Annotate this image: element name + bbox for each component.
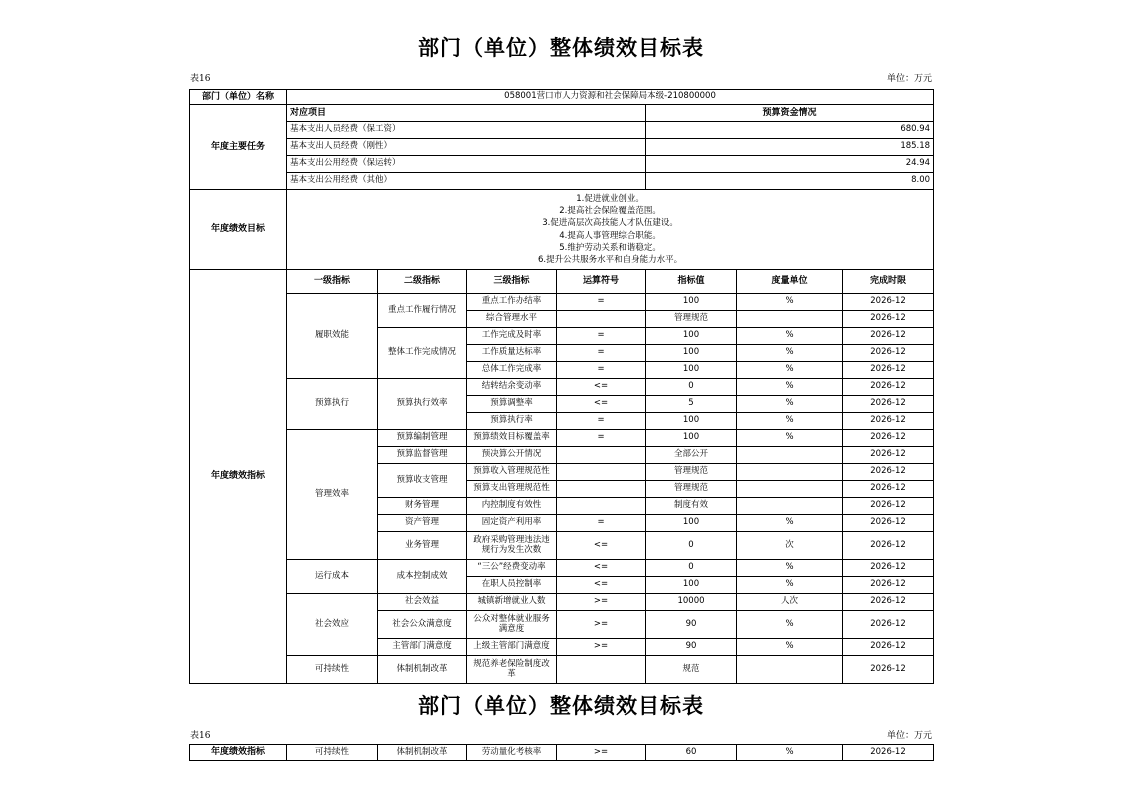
- task-row: [190, 173, 934, 190]
- task-row: [190, 139, 934, 156]
- deadline-cell: 2026-12: [843, 656, 934, 684]
- task-name: 基本支出公用经费（保运转）: [287, 156, 646, 173]
- value-cell: 10000: [646, 594, 737, 611]
- op-cell: [557, 481, 646, 498]
- tasks-header-row: [190, 105, 934, 122]
- deadline-cell: 2026-12: [843, 464, 934, 481]
- unit-cell: [737, 447, 843, 464]
- l2-cell: 成本控制成效: [378, 560, 467, 594]
- l2-cell: 财务管理: [378, 498, 467, 515]
- deadline-cell: 2026-12: [843, 498, 934, 515]
- l3-cell: 内控制度有效性: [467, 498, 557, 515]
- goals-label: 年度绩效目标: [190, 190, 287, 270]
- l1-cell: 社会效应: [287, 594, 378, 656]
- op-cell: >=: [557, 745, 646, 761]
- deadline-cell: 2026-12: [843, 745, 934, 761]
- task-name: 基本支出人员经费（刚性）: [287, 139, 646, 156]
- goal-line: 2.提高社会保险覆盖范围。: [559, 205, 661, 216]
- op-cell: [557, 464, 646, 481]
- unit-cell: %: [737, 294, 843, 311]
- task-amount: 185.18: [646, 139, 934, 156]
- op-cell: <=: [557, 532, 646, 560]
- value-cell: 管理规范: [646, 481, 737, 498]
- deadline-cell: 2026-12: [843, 532, 934, 560]
- header-unit: 度量单位: [737, 270, 843, 294]
- op-cell: <=: [557, 396, 646, 413]
- op-cell: <=: [557, 560, 646, 577]
- l1-cell: 运行成本: [287, 560, 378, 594]
- dept-label: 部门（单位）名称: [190, 90, 287, 105]
- deadline-cell: 2026-12: [843, 447, 934, 464]
- performance-table: [189, 89, 934, 684]
- unit-cell: %: [737, 328, 843, 345]
- indicator-row: [190, 745, 934, 761]
- l3-cell: 预算支出管理规范性: [467, 481, 557, 498]
- value-cell: 100: [646, 430, 737, 447]
- value-cell: 制度有效: [646, 498, 737, 515]
- l3-cell: 政府采购管理违法违规行为发生次数: [467, 532, 557, 560]
- value-cell: 0: [646, 560, 737, 577]
- op-cell: =: [557, 430, 646, 447]
- goal-line: 5.维护劳动关系和谐稳定。: [559, 242, 661, 253]
- unit-cell: %: [737, 362, 843, 379]
- value-cell: 100: [646, 328, 737, 345]
- l3-cell: 工作质量达标率: [467, 345, 557, 362]
- l2-cell: 整体工作完成情况: [378, 328, 467, 379]
- task-amount: 8.00: [646, 173, 934, 190]
- task-name: 基本支出人员经费（保工资）: [287, 122, 646, 139]
- dept-value: 058001营口市人力资源和社会保障局本级-210800000: [287, 90, 934, 105]
- value-cell: 100: [646, 362, 737, 379]
- value-cell: 90: [646, 639, 737, 656]
- l1-cell: 可持续性: [287, 656, 378, 684]
- l2-cell: 预算监督管理: [378, 447, 467, 464]
- value-cell: 规范: [646, 656, 737, 684]
- unit-cell: [737, 311, 843, 328]
- goal-line: 6.提升公共服务水平和自身能力水平。: [537, 255, 683, 266]
- deadline-cell: 2026-12: [843, 362, 934, 379]
- unit-cell: 次: [737, 532, 843, 560]
- deadline-cell: 2026-12: [843, 413, 934, 430]
- op-cell: [557, 498, 646, 515]
- deadline-cell: 2026-12: [843, 577, 934, 594]
- indicator-row: [190, 294, 934, 311]
- l2-cell: 预算执行效率: [378, 379, 467, 430]
- deadline-cell: 2026-12: [843, 328, 934, 345]
- l2-cell: 资产管理: [378, 515, 467, 532]
- indicator-row: [190, 560, 934, 577]
- l3-cell: 预算执行率: [467, 413, 557, 430]
- unit-cell: %: [737, 745, 843, 761]
- tasks-col-budget: 预算资金情况: [646, 105, 934, 122]
- op-cell: =: [557, 345, 646, 362]
- page2-title: 部门（单位）整体绩效目标表: [418, 694, 704, 718]
- header-deadline: 完成时限: [843, 270, 934, 294]
- op-cell: <=: [557, 577, 646, 594]
- header-op: 运算符号: [557, 270, 646, 294]
- unit-cell: %: [737, 515, 843, 532]
- deadline-cell: 2026-12: [843, 379, 934, 396]
- goal-line: 4.提高人事管理综合职能。: [559, 230, 661, 241]
- value-cell: 0: [646, 379, 737, 396]
- indicator-row: [190, 430, 934, 447]
- op-cell: >=: [557, 594, 646, 611]
- l1-cell: 履职效能: [287, 294, 378, 379]
- tasks-col-item: 对应项目: [287, 105, 646, 122]
- l2-cell: 社会效益: [378, 594, 467, 611]
- indicator-row: [190, 656, 934, 684]
- goal-line: 1.促进就业创业。: [576, 193, 644, 204]
- task-amount: 680.94: [646, 122, 934, 139]
- task-row: [190, 156, 934, 173]
- l2-cell: 体制机制改革: [378, 656, 467, 684]
- unit-cell: %: [737, 430, 843, 447]
- unit-cell: %: [737, 560, 843, 577]
- unit-cell: %: [737, 611, 843, 639]
- value-cell: 100: [646, 413, 737, 430]
- unit-cell: %: [737, 379, 843, 396]
- deadline-cell: 2026-12: [843, 294, 934, 311]
- l3-cell: 城镇新增就业人数: [467, 594, 557, 611]
- l3-cell: 综合管理水平: [467, 311, 557, 328]
- table-number: 表16: [190, 74, 211, 84]
- value-cell: 100: [646, 577, 737, 594]
- deadline-cell: 2026-12: [843, 481, 934, 498]
- unit-cell: %: [737, 345, 843, 362]
- l3-cell: 重点工作办结率: [467, 294, 557, 311]
- deadline-cell: 2026-12: [843, 396, 934, 413]
- op-cell: [557, 656, 646, 684]
- l3-cell: 劳动量化考核率: [467, 745, 557, 761]
- op-cell: >=: [557, 639, 646, 656]
- deadline-cell: 2026-12: [843, 560, 934, 577]
- l3-cell: 规范养老保险制度改革: [467, 656, 557, 684]
- header-l3: 三级指标: [467, 270, 557, 294]
- op-cell: [557, 447, 646, 464]
- l3-cell: 预算收入管理规范性: [467, 464, 557, 481]
- l2-cell: 重点工作履行情况: [378, 294, 467, 328]
- deadline-cell: 2026-12: [843, 611, 934, 639]
- value-cell: 100: [646, 515, 737, 532]
- unit-cell: [737, 481, 843, 498]
- goals-text: [287, 190, 934, 270]
- unit-label: 单位：万元: [886, 74, 932, 84]
- continuation-table: [189, 744, 934, 761]
- op-cell: =: [557, 362, 646, 379]
- unit-cell: %: [737, 639, 843, 656]
- deadline-cell: 2026-12: [843, 311, 934, 328]
- l3-cell: 预算绩效目标覆盖率: [467, 430, 557, 447]
- op-cell: =: [557, 413, 646, 430]
- unit-cell: [737, 498, 843, 515]
- task-name: 基本支出公用经费（其他）: [287, 173, 646, 190]
- indicator-row: [190, 594, 934, 611]
- l3-cell: “三公”经费变动率: [467, 560, 557, 577]
- l3-cell: 总体工作完成率: [467, 362, 557, 379]
- header-l2: 二级指标: [378, 270, 467, 294]
- l2-cell: 社会公众满意度: [378, 611, 467, 639]
- unit-cell: [737, 464, 843, 481]
- unit-cell: %: [737, 413, 843, 430]
- l1-cell: 预算执行: [287, 379, 378, 430]
- op-cell: =: [557, 328, 646, 345]
- l2-cell: 业务管理: [378, 532, 467, 560]
- page2-unit-label: 单位：万元: [886, 731, 932, 741]
- indicators-label: 年度绩效指标: [190, 270, 287, 684]
- dept-row: [190, 90, 934, 105]
- l3-cell: 结转结余变动率: [467, 379, 557, 396]
- op-cell: =: [557, 294, 646, 311]
- tasks-label: 年度主要任务: [190, 105, 287, 190]
- indicator-row: [190, 379, 934, 396]
- deadline-cell: 2026-12: [843, 515, 934, 532]
- unit-cell: %: [737, 577, 843, 594]
- deadline-cell: 2026-12: [843, 639, 934, 656]
- l3-cell: 在职人员控制率: [467, 577, 557, 594]
- l3-cell: 预算调整率: [467, 396, 557, 413]
- value-cell: 90: [646, 611, 737, 639]
- op-cell: =: [557, 515, 646, 532]
- l1-cell: 可持续性: [287, 745, 378, 761]
- l3-cell: 公众对整体就业服务满意度: [467, 611, 557, 639]
- deadline-cell: 2026-12: [843, 430, 934, 447]
- header-value: 指标值: [646, 270, 737, 294]
- header-l1: 一级指标: [287, 270, 378, 294]
- deadline-cell: 2026-12: [843, 594, 934, 611]
- task-row: [190, 122, 934, 139]
- l2-cell: 预算编制管理: [378, 430, 467, 447]
- op-cell: [557, 311, 646, 328]
- deadline-cell: 2026-12: [843, 345, 934, 362]
- indicators-label: 年度绩效指标: [190, 745, 287, 761]
- value-cell: 100: [646, 294, 737, 311]
- value-cell: 100: [646, 345, 737, 362]
- goals-row: [190, 190, 934, 270]
- page-title: 部门（单位）整体绩效目标表: [418, 36, 704, 60]
- value-cell: 60: [646, 745, 737, 761]
- task-amount: 24.94: [646, 156, 934, 173]
- page2-table-number: 表16: [190, 731, 211, 741]
- l3-cell: 固定资产利用率: [467, 515, 557, 532]
- value-cell: 管理规范: [646, 464, 737, 481]
- indicators-header-row: [190, 270, 934, 294]
- op-cell: <=: [557, 379, 646, 396]
- value-cell: 0: [646, 532, 737, 560]
- l2-cell: 主管部门满意度: [378, 639, 467, 656]
- l2-cell: 预算收支管理: [378, 464, 467, 498]
- unit-cell: [737, 656, 843, 684]
- l1-cell: 管理效率: [287, 430, 378, 560]
- l3-cell: 预决算公开情况: [467, 447, 557, 464]
- goal-line: 3.促进高层次高技能人才队伍建设。: [542, 218, 678, 229]
- value-cell: 全部公开: [646, 447, 737, 464]
- l3-cell: 上级主管部门满意度: [467, 639, 557, 656]
- unit-cell: 人次: [737, 594, 843, 611]
- value-cell: 5: [646, 396, 737, 413]
- value-cell: 管理规范: [646, 311, 737, 328]
- l2-cell: 体制机制改革: [378, 745, 467, 761]
- unit-cell: %: [737, 396, 843, 413]
- op-cell: >=: [557, 611, 646, 639]
- l3-cell: 工作完成及时率: [467, 328, 557, 345]
